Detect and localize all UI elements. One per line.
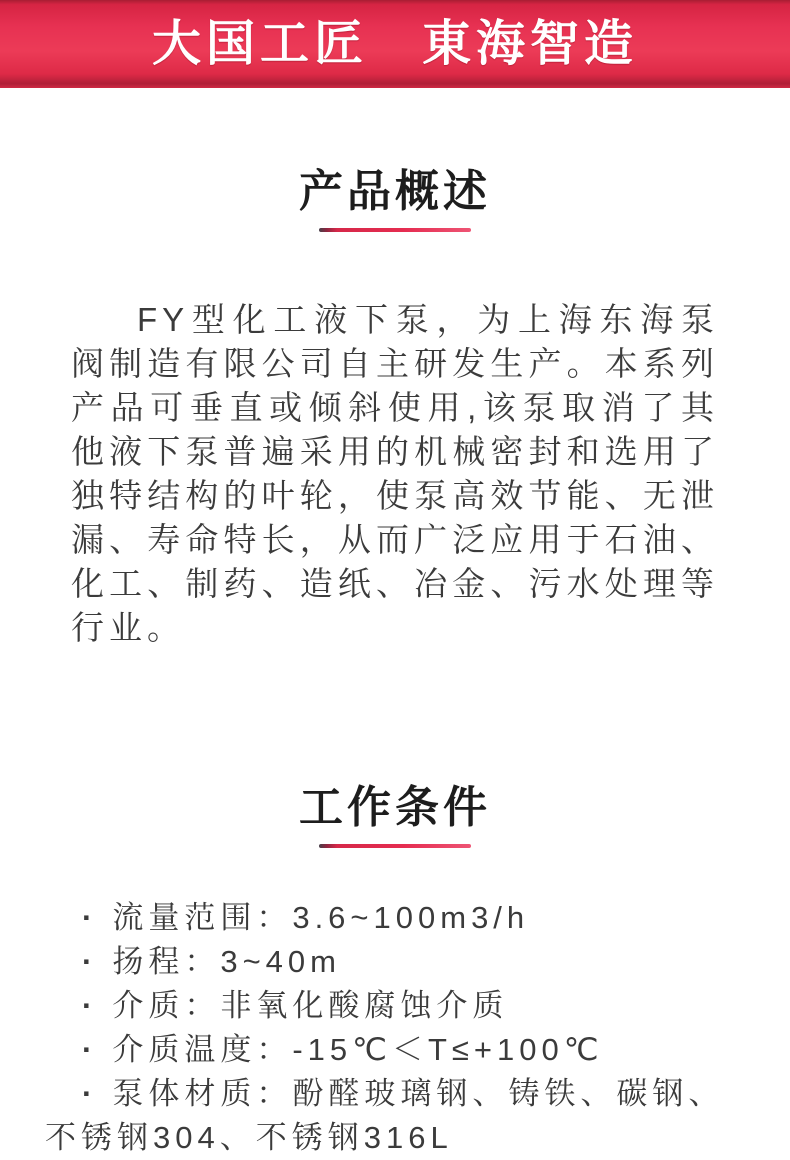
- header-banner: [0, 0, 790, 88]
- conditions-title-underline: [319, 844, 471, 848]
- bullet-dot: ·: [82, 900, 98, 935]
- overview-title: 产品概述: [299, 167, 491, 216]
- conditions-heading: [0, 782, 790, 848]
- list-item: [45, 1028, 747, 1072]
- bullet-dot: ·: [82, 1076, 98, 1111]
- conditions-title: 工作条件: [299, 783, 491, 832]
- list-item: [45, 940, 747, 984]
- list-item: [45, 984, 747, 1028]
- overview-heading: [0, 166, 790, 232]
- bullet-text: 扬程：3~40m: [112, 944, 341, 979]
- section-conditions: [0, 782, 790, 1160]
- banner-title: 大国工匠 東海智造: [151, 16, 638, 71]
- overview-paragraph: FY型化工液下泵，为上海东海泵阀制造有限公司自主研发生产。本系列产品可垂直或倾斜使用,该泵取消了其他液下泵普遍采用的机械密封和选用了独特结构的叶轮，使泵高效节能、无泄漏、寿命特长，从而广泛应用于石油、化工、制药、造纸、冶金、污水处理等行业。: [71, 301, 719, 646]
- bullet-dot: ·: [82, 1032, 98, 1067]
- bullet-dot: ·: [82, 988, 98, 1023]
- list-item: [45, 896, 747, 940]
- bullet-text: 泵体材质：酚醛玻璃钢、铸铁、碳钢、不锈钢304、不锈钢316L: [45, 1076, 725, 1155]
- section-overview: [0, 166, 790, 650]
- list-item: [45, 1072, 747, 1160]
- bullet-dot: ·: [82, 944, 98, 979]
- bullet-text: 介质：非氧化酸腐蚀介质: [112, 988, 509, 1023]
- bullet-text: 流量范围：3.6~100m3/h: [112, 900, 530, 935]
- conditions-list: [45, 896, 747, 1160]
- overview-title-underline: [319, 228, 471, 232]
- bullet-text: 介质温度：-15℃＜T≤+100℃: [112, 1032, 604, 1067]
